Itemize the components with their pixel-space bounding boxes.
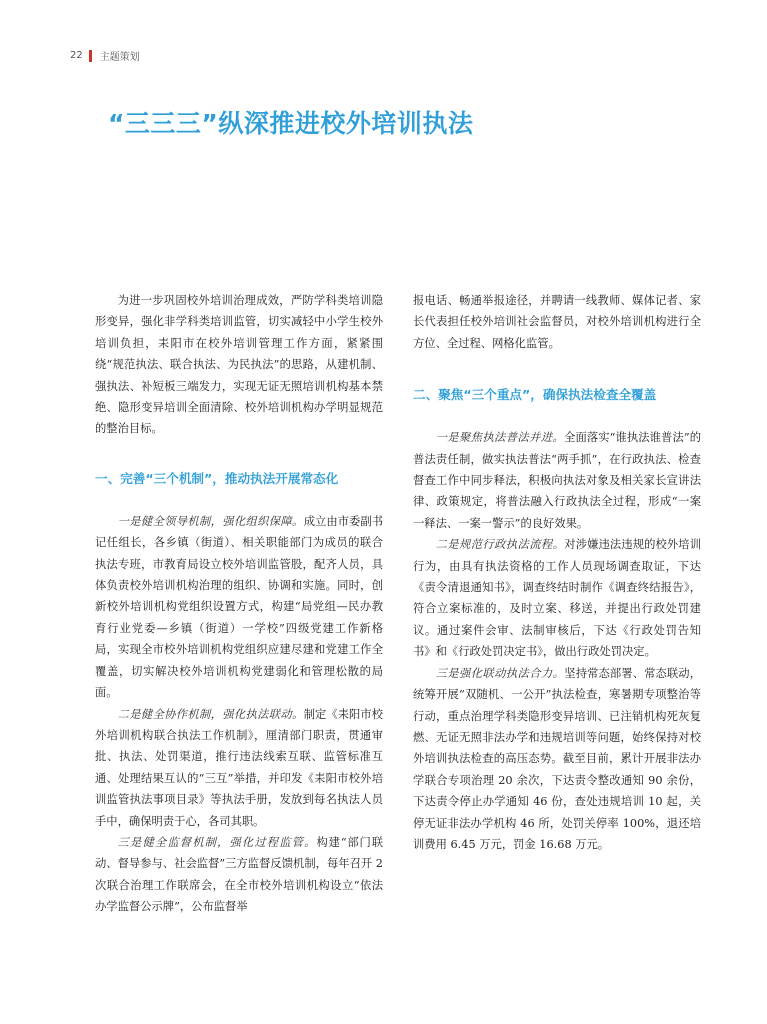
continuation-paragraph: 报电话、畅通举报途径，并聘请一线教师、媒体记者、家长代表担任校外培训社会监督员，对校外培训机构进行全方位、全过程、网格化监管。 [413,294,701,350]
focus-procedure-paragraph [413,534,701,662]
mechanism-coordination-paragraph [95,704,383,832]
focus-joint-paragraph [413,663,701,856]
mechanism-supervision-body: 构建“部门联动、督导参与、社会监督”三方监督反馈机制，每年召开 2 次联合治理工作联席会，在全市校外培训机构设立“依法办学监督公示牌”，公布监督举 [95,835,383,914]
focus-joint-lead: 三是强化联动执法合力。 [435,666,565,680]
mechanism-supervision-paragraph [95,832,383,918]
header-divider [89,50,92,62]
left-column [95,290,383,918]
mechanism-coordination-lead: 二是健全协作机制，强化执法联动。 [117,707,304,721]
focus-publicity-lead: 一是聚焦执法普法并进。 [435,431,565,445]
intro-paragraph: 为进一步巩固校外培训治理成效，严防学科类培训隐形变异，强化非学科类培训监管，切实减轻中小学生校外培训负担，耒阳市在校外培训管理工作方面，紧紧围绕“规范执法、联合执法、为民执法”的思路，从建机制、强执法、补短板三端发力，实现无证无照培训机构基本禁绝、隐形变异培训全面清除、校外培训机构办学明显规范的整治目标。 [95,294,383,436]
focus-publicity-paragraph [413,427,701,534]
section-label: 主题策划 [99,52,140,63]
mechanism-coordination-body: 制定《耒阳市校外培训机构联合执法工作机制》，厘清部门职责，贯通审批、执法、处罚渠道，推行违法线索互联、监管标准互通、处理结果互认的“三互”举措，并印发《耒阳市校外培训监管执法事项目录》等执法手册，发放到每名执法人员手中，确保明责于心，各司其职。 [95,707,383,828]
mechanism-leadership-paragraph [95,511,383,704]
mechanism-leadership-lead: 一是健全领导机制，强化组织保障。 [117,514,304,528]
focus-procedure-lead: 二是规范行政执法流程。 [435,538,565,552]
focus-joint-body: 坚持常态部署、常态联动，统筹开展“双随机、一公开”执法检查，寒暑期专项整治等行动，重点治理学科类隐形变异培训、已注销机构死灰复燃、无证无照非法办学和违规培训等问题，始终保持对校外培训执法检查的高压态势。截至目前，累计开展非法办学联合专项治理 20 余次，下达责令整改通知 90 余份，下达责令停止办学通知 46 份，查处违规培训 10 起，关停无证非法办学机构 46 所，处罚关停率 100%，退还培训费用 6.45 万元，罚金 16.68 万元。 [413,666,701,851]
page-number: 22 [70,50,83,61]
focus-publicity-body: 全面落实“谁执法谁普法”的普法责任制，做实执法普法“两手抓”，在行政执法、检查督查工作中同步释法，积极向执法对象及相关家长宣讲法律、政策规定，将普法融入行政执法全过程，形成“一案一释法、一案一警示”的良好效果。 [413,431,701,530]
section-heading-1: 一、完善“三个机制”，推动执法开展常态化 [95,470,339,486]
running-header [70,48,140,63]
article-title: “三三三”纵深推进校外培训执法 [108,109,474,138]
focus-procedure-body: 对涉嫌违法违规的校外培训行为，由具有执法资格的工作人员现场调查取证，下达《责令清退通知书》，调查终结时制作《调查终结报告》，符合立案标准的，及时立案、移送，并提出行政处罚建议。通过案件会审、法制审核后，下达《行政处罚告知书》和《行政处罚决定书》，做出行政处罚决定。 [413,538,701,659]
right-column [413,290,701,855]
mechanism-leadership-body: 成立由市委副书记任组长，各乡镇（街道）、相关职能部门为成员的联合执法专班，市教育局设立校外培训监管股，配齐人员，具体负责校外培训机构治理的组织、协调和实施。同时，创新校外培训机构党组织设置方式，构建“局党组—民办教育行业党委—乡镇（街道）一学校”四级党建工作新格局，实现全市校外培训机构党组织应建尽建和党建工作全覆盖，切实解决校外培训机构党建弱化和管理松散的局面。 [95,514,383,700]
section-heading-2: 二、聚焦“三个重点”，确保执法检查全覆盖 [413,387,657,403]
mechanism-supervision-lead: 三是健全监督机制，强化过程监管。 [117,835,317,849]
